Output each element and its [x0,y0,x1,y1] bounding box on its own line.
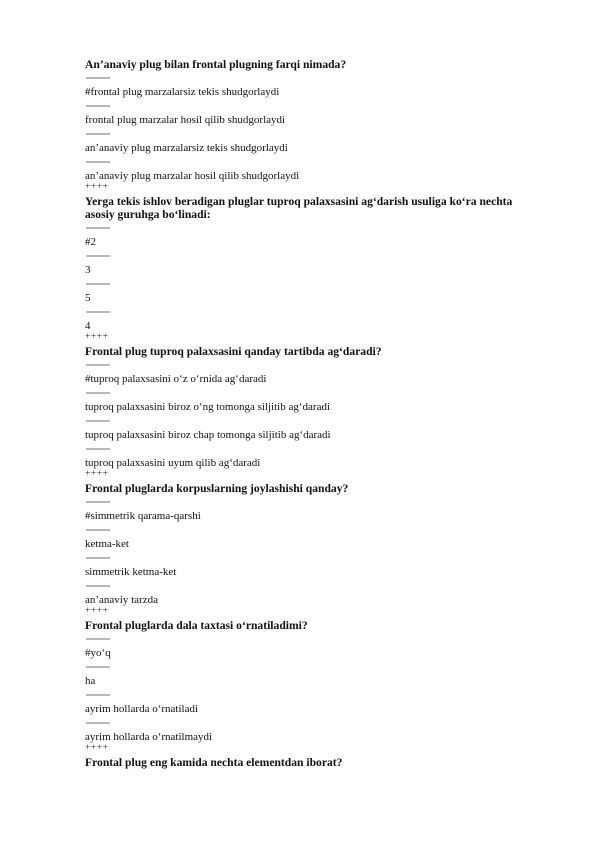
answer-option: tuproq palaxsasini biroz chap tomonga siljitib ag‘daradi [85,429,331,441]
separator [85,637,525,641]
question-text: Yerga tekis ishlov beradigan pluglar tuproq palaxsasini ag‘darish usuliga ko‘ra nechta asosiy guruhga bo‘linadi: [85,195,513,221]
separator [85,310,525,314]
question-block [85,619,525,752]
separator [85,528,525,532]
block-end-marker: ++++ [85,743,109,753]
separator [85,254,525,258]
separator [85,419,525,423]
separator [85,447,525,451]
question-block [85,195,525,341]
document-page [85,58,525,769]
separator [85,556,525,560]
block-end-marker: ++++ [85,182,109,192]
answer-option: an’anaviy plug marzalarsiz tekis shudgorlaydi [85,142,288,154]
question-block [85,756,525,769]
question-block [85,58,525,191]
answer-option: 5 [85,292,91,304]
separator [85,500,525,504]
answer-option: #yo‘q [85,647,111,659]
question-text: Frontal plug tuproq palaxsasini qanday tartibda ag‘daradi? [85,345,382,358]
answer-option: tuproq palaxsasini biroz o‘ng tomonga siljitib ag‘daradi [85,401,331,413]
separator [85,391,525,395]
answer-option: an’anaviy tarzda [85,594,158,606]
separator [85,76,525,80]
block-end-marker: ++++ [85,606,109,616]
separator [85,693,525,697]
question-text: An’anaviy plug bilan frontal plugning farqi nimada? [85,58,347,71]
answer-option: ayrim hollarda o‘rnatilmaydi [85,731,213,743]
separator [85,363,525,367]
question-block [85,345,525,478]
separator [85,132,525,136]
answer-option: tuproq palaxsasini uyum qilib ag‘daradi [85,457,261,469]
answer-option: 3 [85,264,91,276]
separator [85,160,525,164]
answer-option: ketma-ket [85,538,129,550]
answer-option: #frontal plug marzalarsiz tekis shudgorlaydi [85,86,280,98]
separator [85,665,525,669]
answer-option: ayrim hollarda o‘rnatiladi [85,703,199,715]
separator [85,104,525,108]
answer-option: #simmetrik qarama-qarshi [85,510,201,522]
separator [85,226,525,230]
answer-option: frontal plug marzalar hosil qilib shudgorlaydi [85,114,286,126]
separator [85,721,525,725]
block-end-marker: ++++ [85,469,109,479]
answer-option: simmetrik ketma-ket [85,566,177,578]
question-block [85,482,525,615]
question-text: Frontal plug eng kamida nechta elementdan iborat? [85,756,343,769]
answer-option: #tuproq palaxsasini o‘z o‘rnida ag‘daradi [85,373,267,385]
block-end-marker: ++++ [85,332,109,342]
separator [85,282,525,286]
separator [85,584,525,588]
question-text: Frontal pluglarda korpuslarning joylashishi qanday? [85,482,349,495]
answer-option: an’anaviy plug marzalar hosil qilib shudgorlaydi [85,170,300,182]
answer-option: #2 [85,236,96,248]
answer-option: ha [85,675,96,687]
question-text: Frontal pluglarda dala taxtasi o‘rnatiladimi? [85,619,308,632]
answer-option: 4 [85,320,91,332]
